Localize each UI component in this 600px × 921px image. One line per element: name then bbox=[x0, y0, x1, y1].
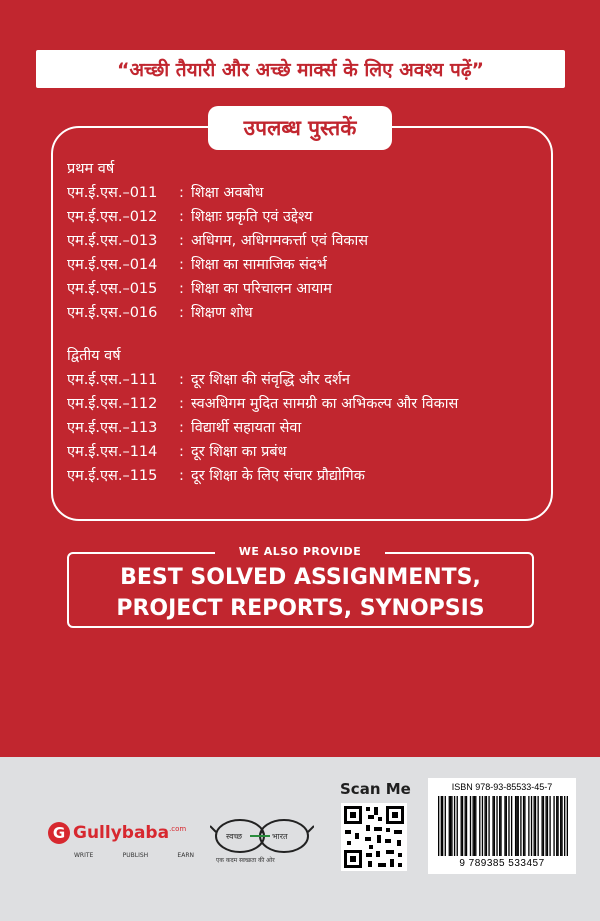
year2-books bbox=[67, 368, 547, 488]
book-code: एम.ई.एस.–114 bbox=[67, 444, 158, 460]
available-books-tab bbox=[208, 106, 392, 150]
swachh-bharat-logo bbox=[210, 812, 314, 872]
book-code: एम.ई.एस.–013 bbox=[67, 233, 158, 249]
book-row bbox=[67, 253, 547, 277]
book-title: शिक्षाः प्रकृति एवं उद्देश्य bbox=[191, 209, 313, 225]
swachh-right-text: भारत bbox=[272, 832, 288, 841]
book-row bbox=[67, 301, 547, 325]
book-code: एम.ई.एस.–014 bbox=[67, 257, 158, 273]
books-list bbox=[67, 157, 547, 488]
book-title: शिक्षा का परिचालन आयाम bbox=[191, 281, 332, 297]
book-row bbox=[67, 368, 547, 392]
book-code: एम.ई.एस.–115 bbox=[67, 468, 158, 484]
tagline-earn: EARN bbox=[177, 852, 194, 859]
scan-label: Scan Me bbox=[340, 780, 411, 798]
book-separator: : bbox=[179, 305, 184, 321]
year1-books bbox=[67, 181, 547, 325]
book-row bbox=[67, 205, 547, 229]
publisher-suffix: .com bbox=[169, 825, 187, 833]
swachh-left-text: स्वच्छ bbox=[226, 832, 243, 841]
book-row bbox=[67, 464, 547, 488]
book-title: शिक्षा का सामाजिक संदर्भ bbox=[191, 257, 327, 273]
book-row bbox=[67, 392, 547, 416]
book-row bbox=[67, 440, 547, 464]
services-line-1: BEST SOLVED ASSIGNMENTS, bbox=[120, 565, 481, 590]
book-separator: : bbox=[179, 396, 184, 412]
book-code: एम.ई.एस.–112 bbox=[67, 396, 158, 412]
slogan-text: “अच्छी तैयारी और अच्छे मार्क्स के लिए अवश्य पढ़ें” bbox=[116, 59, 485, 81]
swachh-caption: एक कदम स्वच्छता की ओर bbox=[216, 857, 275, 864]
year1-heading: प्रथम वर्ष bbox=[67, 161, 115, 177]
slogan-banner bbox=[36, 50, 565, 88]
book-separator: : bbox=[179, 233, 184, 249]
book-code: एम.ई.एस.–111 bbox=[67, 372, 158, 388]
tagline-publish: PUBLISH bbox=[122, 852, 149, 859]
available-books-title: उपलब्ध पुस्तकें bbox=[243, 116, 357, 140]
book-separator: : bbox=[179, 281, 184, 297]
book-separator: : bbox=[179, 372, 184, 388]
publisher-name: Gullybaba bbox=[73, 823, 170, 843]
tagline-write: WRITE bbox=[74, 852, 94, 859]
book-code: एम.ई.एस.–015 bbox=[67, 281, 158, 297]
book-separator: : bbox=[179, 257, 184, 273]
barcode-icon bbox=[438, 796, 568, 856]
book-title: विद्यार्थी सहायता सेवा bbox=[191, 420, 302, 436]
book-title: स्वअधिगम मुदित सामग्री का अभिकल्प और विकास bbox=[191, 396, 459, 412]
services-label: WE ALSO PROVIDE bbox=[215, 542, 385, 562]
book-title: शिक्षा अवबोध bbox=[191, 185, 264, 201]
book-separator: : bbox=[179, 444, 184, 460]
book-separator: : bbox=[179, 468, 184, 484]
book-row bbox=[67, 181, 547, 205]
isbn-text: ISBN 978-93-85533-45-7 bbox=[451, 782, 553, 792]
services-box bbox=[67, 538, 534, 630]
book-code: एम.ई.एस.–012 bbox=[67, 209, 158, 225]
book-code: एम.ई.एस.–113 bbox=[67, 420, 158, 436]
book-row bbox=[67, 229, 547, 253]
book-code: एम.ई.एस.–016 bbox=[67, 305, 158, 321]
book-code: एम.ई.एस.–011 bbox=[67, 185, 158, 201]
book-separator: : bbox=[179, 209, 184, 225]
book-separator: : bbox=[179, 420, 184, 436]
book-title: दूर शिक्षा के लिए संचार प्रौद्योगिक bbox=[191, 468, 365, 484]
book-title: शिक्षण शोध bbox=[191, 305, 253, 321]
book-separator: : bbox=[179, 185, 184, 201]
book-title: दूर शिक्षा का प्रबंध bbox=[191, 444, 287, 460]
services-line-2: PROJECT REPORTS, SYNOPSIS bbox=[116, 596, 485, 621]
book-row bbox=[67, 277, 547, 301]
book-title: दूर शिक्षा की संवृद्धि और दर्शन bbox=[191, 372, 350, 388]
publisher-tagline bbox=[74, 852, 194, 859]
book-row bbox=[67, 416, 547, 440]
year2-heading: द्वितीय वर्ष bbox=[67, 348, 121, 364]
qr-code-icon[interactable] bbox=[341, 803, 407, 871]
publisher-logo bbox=[48, 820, 186, 846]
isbn-barcode-box bbox=[428, 778, 576, 874]
publisher-logo-icon: G bbox=[48, 822, 70, 844]
barcode-number: 9 789385 533457 bbox=[459, 858, 545, 869]
book-title: अधिगम, अधिगमकर्त्ता एवं विकास bbox=[191, 233, 369, 249]
gandhi-glasses-icon bbox=[210, 812, 314, 856]
